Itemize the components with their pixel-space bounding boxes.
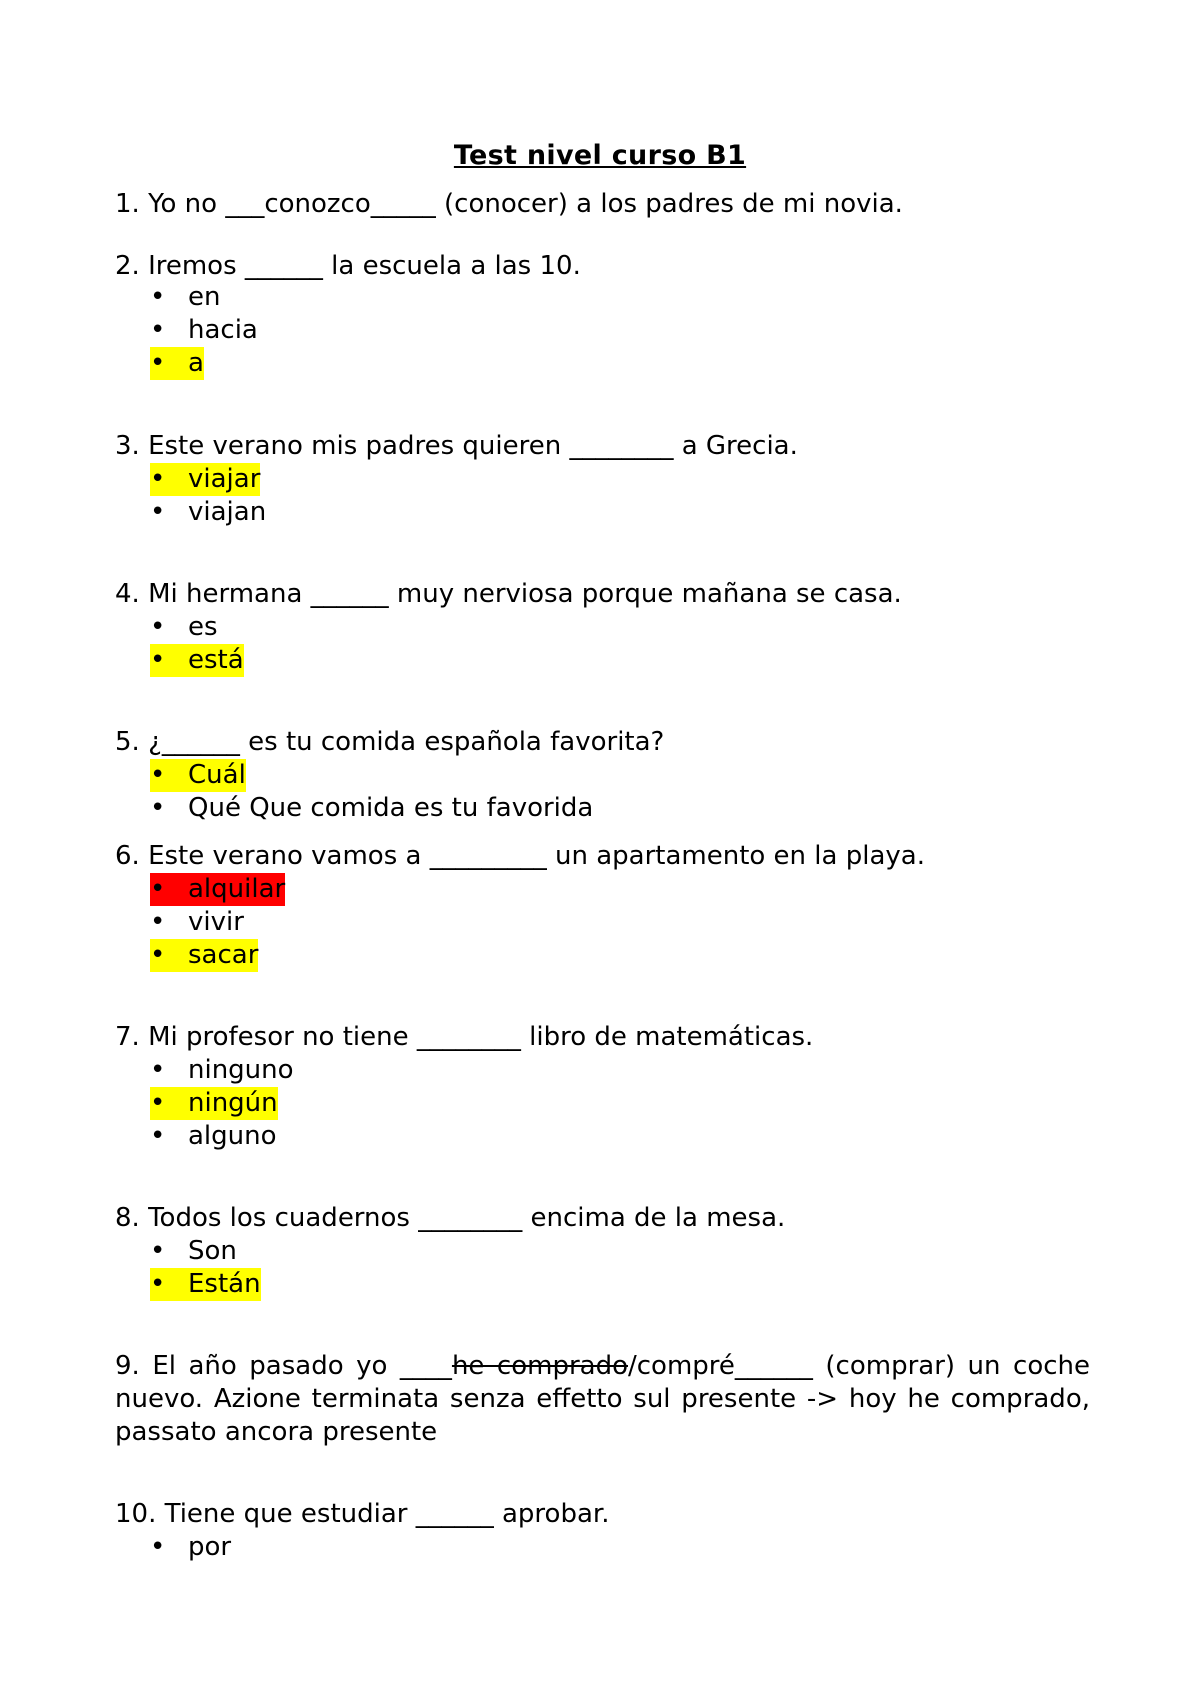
question-8-option <box>150 1235 237 1268</box>
option-text: Cuál <box>188 760 246 790</box>
question-2-option <box>150 314 258 347</box>
bullet: • <box>150 1532 166 1562</box>
question-7-option-highlighted <box>150 1087 278 1120</box>
question-8-option-highlighted <box>150 1268 261 1301</box>
question-6: 6. Este verano vamos a _________ un apartamento en la playa. <box>115 841 925 871</box>
question-5: 5. ¿______ es tu comida española favorita? <box>115 727 665 757</box>
bullet: • <box>150 940 166 970</box>
option-text: alguno <box>188 1121 277 1151</box>
question-7: 7. Mi profesor no tiene ________ libro de matemáticas. <box>115 1022 814 1052</box>
question-4-option-highlighted <box>150 644 244 677</box>
bullet: • <box>150 348 166 378</box>
question-5-option <box>150 792 593 825</box>
question-6-option <box>150 906 244 939</box>
option-text: es <box>188 612 218 642</box>
bullet: • <box>150 874 166 904</box>
option-text: en <box>188 282 221 312</box>
bullet: • <box>150 907 166 937</box>
question-6-option-red <box>150 873 285 906</box>
option-text: viajan <box>188 497 267 527</box>
question-3-option-highlighted <box>150 463 260 496</box>
question-7-option <box>150 1054 294 1087</box>
question-10-option <box>150 1531 231 1564</box>
bullet: • <box>150 282 166 312</box>
question-2-option-highlighted <box>150 347 204 380</box>
option-text: por <box>188 1532 232 1562</box>
bullet: • <box>150 1055 166 1085</box>
bullet: • <box>150 645 166 675</box>
bullet: • <box>150 1269 166 1299</box>
bullet: • <box>150 497 166 527</box>
question-9 <box>115 1350 1090 1449</box>
question-8: 8. Todos los cuadernos ________ encima de la mesa. <box>115 1203 786 1233</box>
question-9-prefix: 9. El año pasado yo ____ <box>115 1351 452 1381</box>
question-1: 1. Yo no ___conozco_____ (conocer) a los padres de mi novia. <box>115 189 903 219</box>
question-3: 3. Este verano mis padres quieren ________ a Grecia. <box>115 431 798 461</box>
question-3-option <box>150 496 266 529</box>
question-9-text: /compré______ (comprar) un coche nuevo. Azione terminata senza effetto sul presente -> hoy he comprado, passato ancora presente <box>115 1351 1090 1447</box>
option-text: está <box>188 645 244 675</box>
option-text: Son <box>188 1236 237 1266</box>
option-text: Qué Que comida es tu favorida <box>188 793 594 823</box>
question-4: 4. Mi hermana ______ muy nerviosa porque mañana se casa. <box>115 579 902 609</box>
question-6-option-highlighted <box>150 939 258 972</box>
option-text: a <box>188 348 204 378</box>
bullet: • <box>150 464 166 494</box>
option-text: ningún <box>188 1088 278 1118</box>
bullet: • <box>150 760 166 790</box>
question-7-option <box>150 1120 277 1153</box>
bullet: • <box>150 1121 166 1151</box>
struck-answer: he comprado <box>451 1351 628 1381</box>
bullet: • <box>150 793 166 823</box>
bullet: • <box>150 315 166 345</box>
question-4-option <box>150 611 218 644</box>
bullet: • <box>150 1236 166 1266</box>
bullet: • <box>150 612 166 642</box>
option-text: alquilar <box>188 874 286 904</box>
document-title: Test nivel curso B1 <box>453 140 747 171</box>
option-text: hacia <box>188 315 258 345</box>
question-2-option <box>150 281 220 314</box>
bullet: • <box>150 1088 166 1118</box>
question-2: 2. Iremos ______ la escuela a las 10. <box>115 251 581 281</box>
question-10: 10. Tiene que estudiar ______ aprobar. <box>115 1499 610 1529</box>
option-text: viajar <box>188 464 261 494</box>
option-text: ninguno <box>188 1055 294 1085</box>
option-text: vivir <box>188 907 244 937</box>
option-text: Están <box>188 1269 261 1299</box>
option-text: sacar <box>188 940 259 970</box>
question-5-option-highlighted <box>150 759 246 792</box>
